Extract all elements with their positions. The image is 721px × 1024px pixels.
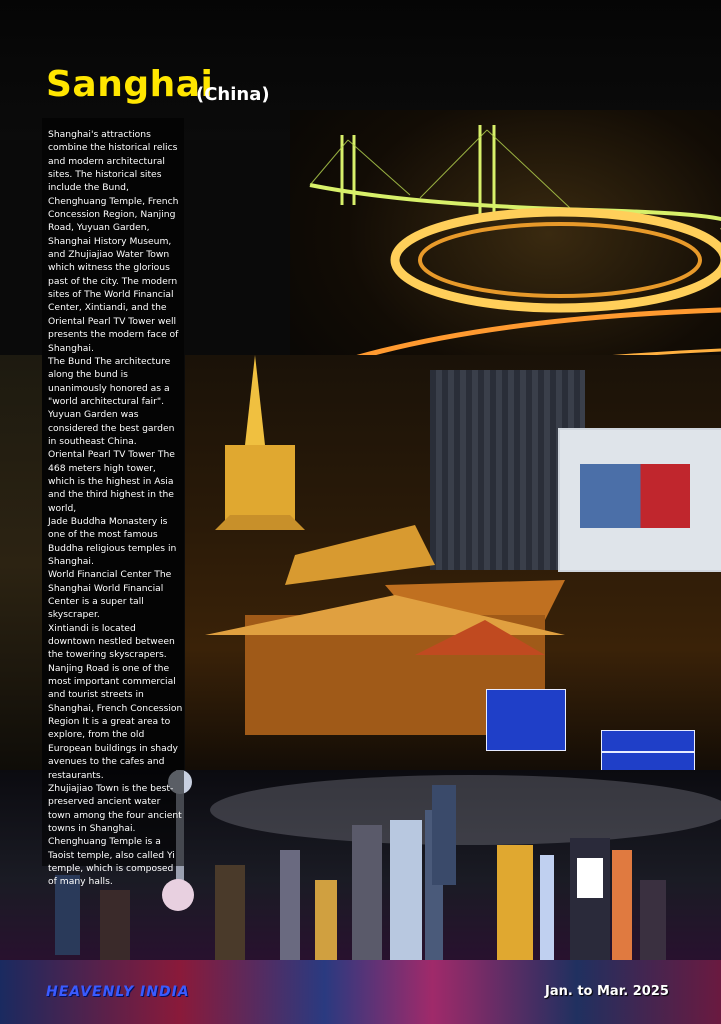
- article-paragraph: Shanghai's attractions combine the historical relics and modern architectural sites. The historical sites include the Bund, Chenghuang Temple, French Concession Region, Nanjing Road, Yuyuan Garden, Shanghai History Museum, and Zhujiajiao Water Town which witness the glorious past of the city. The modern sites of The World Financial Center, Xintiandi, and the Oriental Pearl TV Tower well presents the modern face of Shanghai.: [48, 129, 179, 354]
- article-paragraph: World Financial Center The Shanghai World Financial Center is a super tall skyscraper.: [48, 569, 172, 621]
- left-photo-strip: [0, 355, 42, 775]
- page-subtitle: (China): [196, 84, 270, 105]
- article-paragraph: Yuyuan Garden was considered the best garden in southeast China.: [48, 409, 175, 447]
- article-paragraph: Chenghuang Temple is a Taoist temple, also called Yi temple, which is composed of many halls.: [48, 836, 175, 888]
- issue-date: Jan. to Mar. 2025: [545, 984, 669, 999]
- article-paragraph: Nanjing Road is one of the most important commercial and tourist streets in Shanghai, French Concession Region It is a great area to explore, from the old European buildings in shady avenues to the cafes and restaurants.: [48, 662, 183, 781]
- article-paragraph: Jade Buddha Monastery is one of the most famous Buddha religious temples in Shanghai.: [48, 515, 177, 567]
- street-sign: [601, 730, 695, 752]
- article-paragraph: Zhujiajiao Town is the best-preserved ancient water town among the four ancient towns in Shanghai.: [48, 782, 182, 834]
- publication-name: HEAVENLY INDIA: [46, 984, 190, 1000]
- article-paragraph: Xintiandi is located downtown nestled between the towering skyscrapers.: [48, 622, 175, 661]
- street-sign: [486, 689, 566, 751]
- page-title: Sanghai: [46, 64, 214, 105]
- street-sign: [601, 752, 695, 772]
- article-body: [48, 128, 184, 889]
- article-paragraph: Oriental Pearl TV Tower The 468 meters high tower, which is the highest in Asia and the third highest in the world,: [48, 449, 175, 514]
- article-paragraph: The Bund The architecture along the bund is unanimously honored as a "world architectural fair".: [48, 355, 171, 407]
